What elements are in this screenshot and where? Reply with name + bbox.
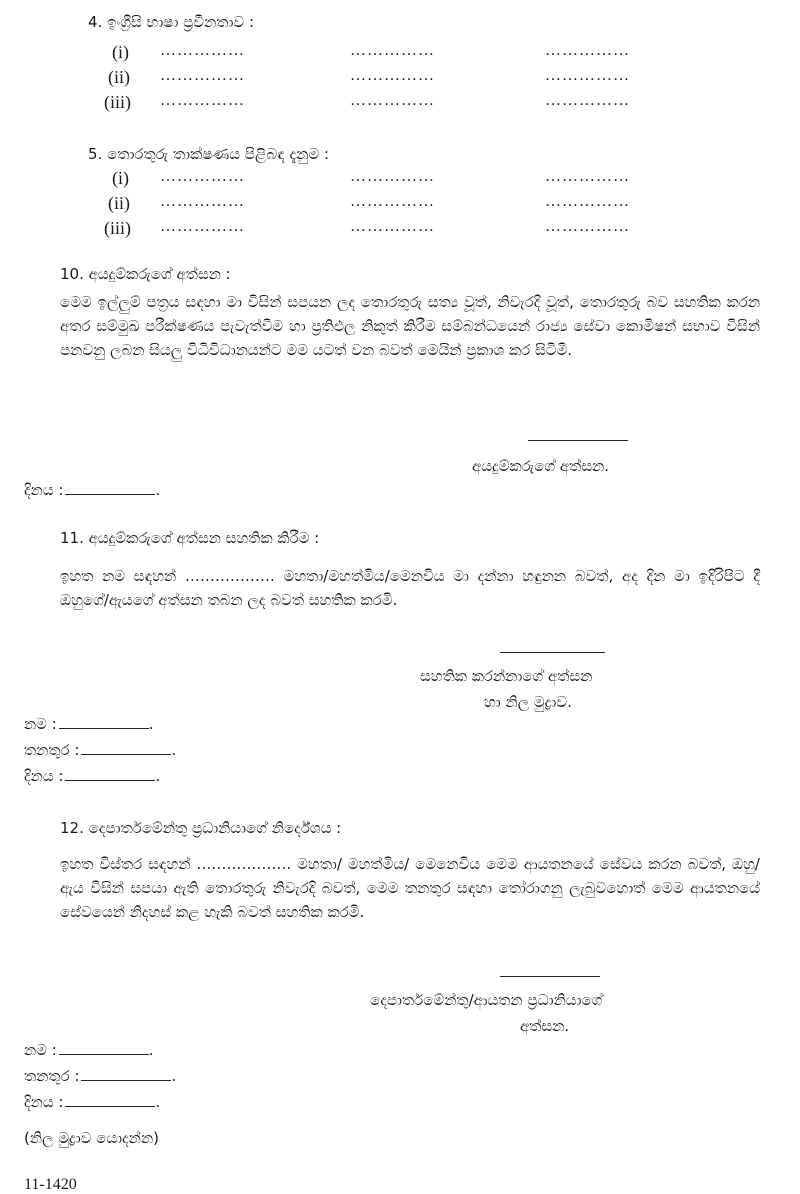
- position-field: තනතුර : .: [24, 1067, 177, 1085]
- date-blank-line: [65, 1094, 155, 1107]
- row-number: (i): [112, 168, 129, 188]
- name-field: නම : .: [24, 715, 154, 733]
- row-number: (ii): [108, 193, 130, 213]
- date-field: දිනය : .: [24, 481, 161, 499]
- date-label: දිනය :: [24, 481, 64, 499]
- position-label: තනතුර :: [24, 741, 80, 759]
- date-field: දිනය : .: [24, 767, 161, 785]
- name-label: නම :: [24, 715, 57, 733]
- row-number: (iii): [104, 92, 131, 112]
- blank-field: ……………: [545, 42, 630, 59]
- date-blank-line: [65, 768, 155, 781]
- certifier-signature-line: [500, 652, 605, 653]
- seal-note: (නිල මුද්‍රාව යොදන්න): [24, 1129, 159, 1147]
- applicant-signature-caption: අයදුම්කරුගේ අත්සන.: [472, 457, 610, 475]
- name-label: නම :: [24, 1041, 57, 1059]
- form-code: 11-1420: [24, 1176, 77, 1193]
- name-field: නම : .: [24, 1041, 154, 1059]
- blank-field: ……………: [350, 218, 435, 235]
- section-11-heading: 11. අයදුම්කරුගේ අත්සන සහතික කිරීම :: [60, 529, 320, 547]
- blank-field: ……………: [350, 42, 435, 59]
- certifier-seal-caption: හා නිල මුද්‍රාව.: [484, 693, 572, 711]
- blank-field: ……………: [350, 168, 435, 185]
- blank-field: ……………: [350, 67, 435, 84]
- blank-field: ……………: [160, 42, 245, 59]
- date-blank-line: [65, 482, 155, 495]
- head-signature-caption: දෙපාර්තමේන්තු/ආයතන ප්‍රධානියාගේ: [370, 991, 603, 1009]
- date-label: දිනය :: [24, 767, 64, 785]
- section-10-heading: 10. අයදුම්කරුගේ අත්සන :: [60, 265, 231, 283]
- section-4-heading: 4. ඉංග්‍රීසි භාෂා ප්‍රවීනතාව :: [88, 13, 254, 31]
- section-12-heading: 12. දෙපාර්තමේන්තු ප්‍රධානියාගේ නිර්දේශය :: [60, 819, 342, 837]
- head-signature-caption-2: අත්සන.: [520, 1017, 570, 1035]
- blank-field: ……………: [350, 92, 435, 109]
- blank-field: ……………: [545, 67, 630, 84]
- name-blank-line: [59, 716, 149, 729]
- position-label: තනතුර :: [24, 1067, 80, 1085]
- blank-field: ……………: [545, 168, 630, 185]
- position-field: තනතුර : .: [24, 741, 177, 759]
- section-11-certification: ඉහත නම සඳහන් ……………… මහතා/මහත්මිය/මෙනවිය මා දන්නා හඳුනන බවත්, අද දින මා ඉදිරිපිට දී ඔහුගේ/ඇයගේ අත්සන තබන ලද බවත් සහතික කරමි.: [60, 567, 760, 609]
- date-field: දිනය : .: [24, 1093, 161, 1111]
- name-blank-line: [59, 1042, 149, 1055]
- blank-field: ……………: [545, 218, 630, 235]
- applicant-signature-line: [528, 440, 628, 441]
- section-5-heading: 5. තොරතුරු තාක්ෂණය පිළිබඳ දැනුම :: [88, 145, 329, 163]
- blank-field: ……………: [160, 168, 245, 185]
- row-number: (iii): [104, 218, 131, 238]
- blank-field: ……………: [160, 67, 245, 84]
- row-number: (i): [112, 42, 129, 62]
- blank-field: ……………: [160, 193, 245, 210]
- blank-field: ……………: [545, 193, 630, 210]
- head-signature-line: [500, 976, 600, 977]
- row-number: (ii): [108, 67, 130, 87]
- blank-field: ……………: [160, 92, 245, 109]
- position-blank-line: [81, 1068, 171, 1081]
- position-blank-line: [81, 742, 171, 755]
- date-label: දිනය :: [24, 1093, 64, 1111]
- blank-field: ……………: [160, 218, 245, 235]
- section-12-recommendation: ඉහත විස්තර සඳහන් ………………. මහතා/ මහත්මිය/ මෙනෙවිය මෙම ආයතනයේ සේවය කරන බවත්, ඔහු/ඇය විසින් සපයා ඇති තොරතුරු නිවැරදි බවත්, මෙම තනතුර සඳහා තෝරාගනු ලැබුවහොත් මෙම ආයතනයේ සේවයෙන් නිදහස් කළ හැකි බවත් සහතික කරමි.: [60, 855, 760, 921]
- blank-field: ……………: [350, 193, 435, 210]
- section-10-declaration: මෙම ඉල්ලුම් පත්‍රය සඳහා මා විසින් සපයන ලද තොරතුරු සත්‍ය වූත්, නිවැරදි වූත්, තොරතුරු බව සහතික කරන අතර සම්මුඛ පරීක්ෂණය පැවැත්වීම හා ප්‍රතිඵල නිකුත් කිරීම සම්බන්ධයෙන් රාජ්‍ය සේවා කොමිෂන් සභාව විසින් පනවනු ලබන සියලු විධිවිධානයන්ට මම යටත් වන බවත් මෙයින් ප්‍රකාශ කර සිටිමි.: [60, 293, 760, 359]
- blank-field: ……………: [545, 92, 630, 109]
- certifier-signature-caption: සහතික කරන්නාගේ අත්සන: [420, 667, 593, 685]
